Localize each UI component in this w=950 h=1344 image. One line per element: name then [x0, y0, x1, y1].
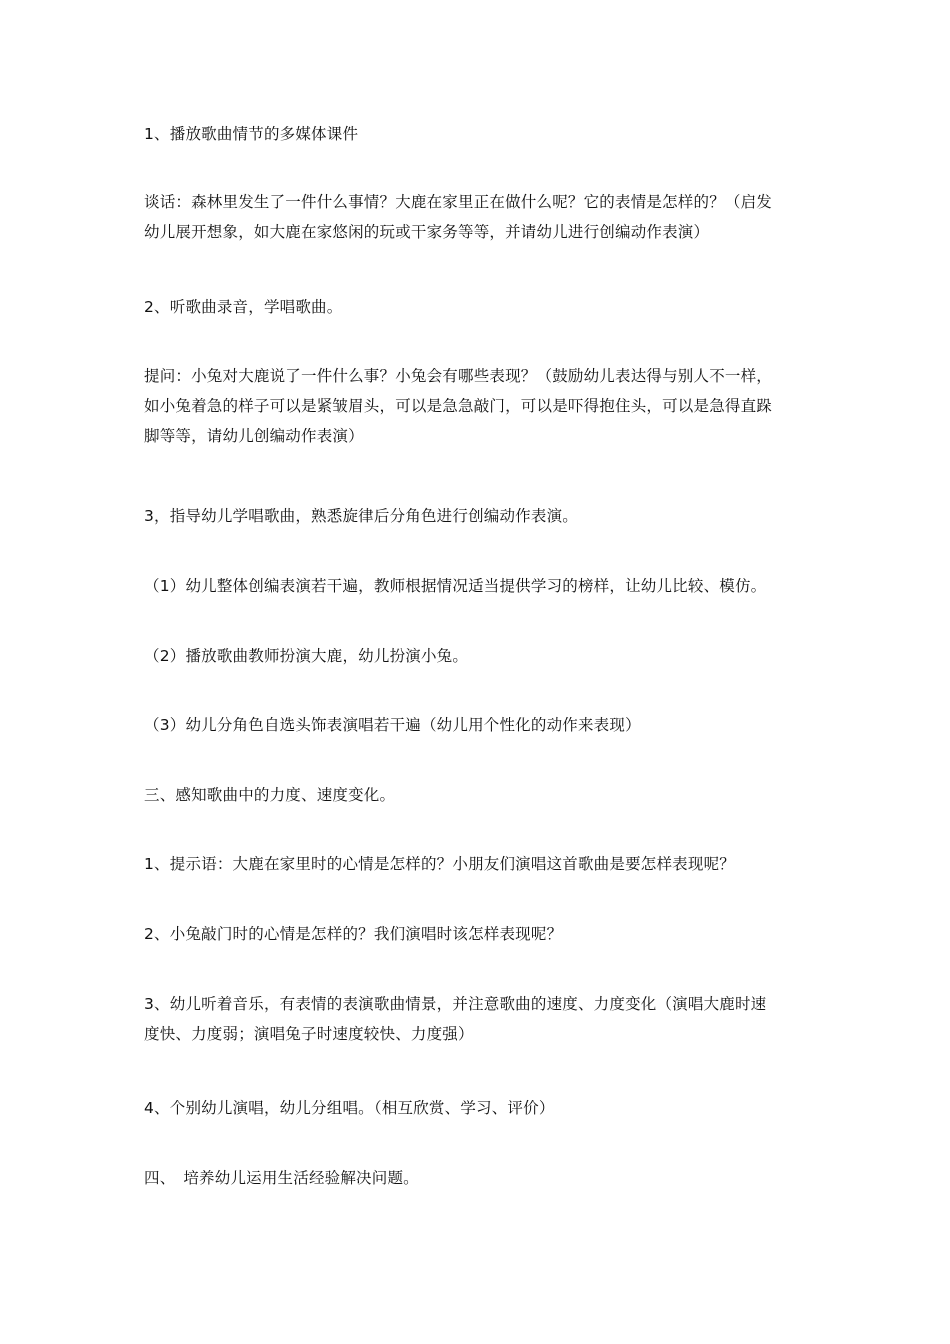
text-line: 三、感知歌曲中的力度、速度变化。 [144, 786, 396, 804]
paragraph-prompt-4 [144, 1093, 816, 1123]
text-line: 2、小兔敲门时的心情是怎样的？我们演唱时该怎样表现呢？ [144, 925, 563, 943]
paragraph-prompt-3 [144, 989, 816, 1049]
paragraph-step-3-guide [144, 501, 816, 531]
text-line: 谈话：森林里发生了一件什么事情？大鹿在家里正在做什么呢？它的表情是怎样的？（启发 [144, 193, 773, 211]
paragraph-sub-3 [144, 710, 816, 740]
text-line: 3、幼儿听着音乐，有表情的表演歌曲情景，并注意歌曲的速度、力度变化（演唱大鹿时速 [144, 995, 767, 1013]
text-line: （1）幼儿整体创编表演若干遍，教师根据情况适当提供学习的榜样，让幼儿比较、模仿。 [144, 577, 767, 595]
text-line: 提问：小兔对大鹿说了一件什么事？小兔会有哪些表现？（鼓励幼儿表达得与别人不一样， [144, 367, 773, 385]
section-heading-4 [144, 1163, 816, 1193]
paragraph-prompt-2 [144, 919, 816, 949]
text-line: 1、提示语：大鹿在家里时的心情是怎样的？小朋友们演唱这首歌曲是要怎样表现呢？ [144, 855, 735, 873]
text-line: 度快、力度弱；演唱兔子时速度较快、力度强） [144, 1025, 474, 1043]
paragraph-sub-1 [144, 571, 816, 601]
paragraph-step-2-listen [144, 292, 816, 322]
text-line: 四、 培养幼儿运用生活经验解决问题。 [144, 1169, 419, 1187]
text-line: 脚等等，请幼儿创编动作表演） [144, 427, 364, 445]
text-line: （3）幼儿分角色自选头饰表演唱若干遍（幼儿用个性化的动作来表现） [144, 716, 641, 734]
paragraph-talk [144, 187, 816, 247]
paragraph-question [144, 361, 816, 451]
section-heading-3 [144, 780, 816, 810]
text-line: 4、个别幼儿演唱，幼儿分组唱。（相互欣赏、学习、评价） [144, 1099, 555, 1117]
text-line: 1、播放歌曲情节的多媒体课件 [144, 125, 359, 143]
text-line: 2、听歌曲录音，学唱歌曲。 [144, 298, 343, 316]
paragraph-sub-2 [144, 641, 816, 671]
paragraph-prompt-1 [144, 849, 816, 879]
text-line: 3，指导幼儿学唱歌曲，熟悉旋律后分角色进行创编动作表演。 [144, 507, 578, 525]
text-line: 如小兔着急的样子可以是紧皱眉头，可以是急急敲门，可以是吓得抱住头，可以是急得直跺 [144, 397, 773, 415]
text-line: 幼儿展开想象，如大鹿在家悠闲的玩或干家务等等，并请幼儿进行创编动作表演） [144, 223, 710, 241]
text-line: （2）播放歌曲教师扮演大鹿，幼儿扮演小兔。 [144, 647, 469, 665]
paragraph-step-1-multimedia [144, 119, 816, 149]
